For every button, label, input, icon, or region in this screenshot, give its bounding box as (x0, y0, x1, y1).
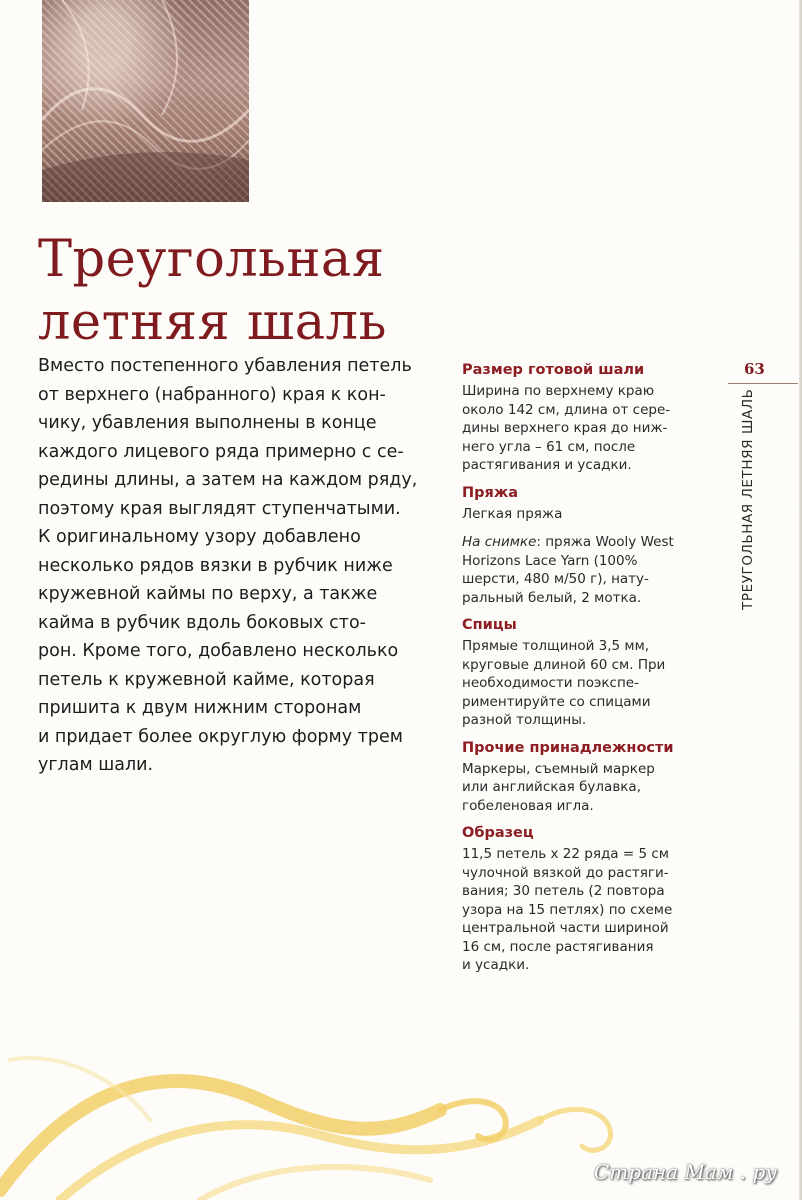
spec-line: гобеленовая игла. (462, 797, 594, 814)
lace-pattern-overlay (42, 0, 249, 202)
intro-line: кружевной каймы по верху, а также (38, 584, 378, 604)
intro-line: Вместо постепенного убавления петель (38, 356, 412, 376)
intro-line: рон. Кроме того, добавлено несколько (38, 641, 399, 661)
spec-line: вания; 30 петель (2 повтора (462, 883, 665, 899)
intro-line: каждого лицевого ряда примерно с се- (38, 441, 404, 462)
spec-line: него угла – 61 см, после (462, 438, 636, 455)
spec-line: чулочной вязкой до растяги- (462, 864, 669, 881)
spec-needles-heading: Спицы (462, 617, 517, 633)
spec-size-heading: Размер готовой шали (462, 362, 645, 378)
intro-line: от верхнего (набранного) края к кон- (38, 384, 386, 405)
spec-line: дины верхнего края до ниж- (462, 420, 668, 436)
spec-gauge-heading: Образец (462, 825, 534, 841)
intro-line: и придает более округлую форму трем (38, 726, 403, 747)
spec-line: Horizons Lace Yarn (100% (462, 552, 638, 569)
intro-line: углам шали. (38, 755, 154, 775)
swirl-ornament (0, 1040, 640, 1200)
intro-line: кайма в рубчик вдоль боковых сто- (38, 612, 366, 633)
intro-line: редины длины, а затем на каждом ряду, (38, 470, 418, 490)
spec-line: узора на 15 петлях) по схеме (462, 901, 673, 918)
spec-notions-heading: Прочие принадлежности (462, 739, 674, 756)
header-rule (728, 383, 798, 384)
spec-photo-rest: : пряжа Wooly West (536, 534, 674, 550)
intro-line: петель к кружевной кайме, которая (38, 669, 375, 690)
spec-line: шерсти, 480 м/50 г), нату- (462, 571, 649, 587)
intro-paragraph (38, 352, 433, 780)
spec-line: около 142 см, длина от сере- (462, 401, 671, 418)
running-title: ТРЕУГОЛЬНАЯ ЛЕТНЯЯ ШАЛЬ (740, 388, 756, 610)
spec-photo-line (462, 533, 702, 552)
spec-line: Прямые толщиной 3,5 мм, (462, 638, 650, 654)
spec-line: Маркеры, съемный маркер (462, 760, 655, 777)
spec-line: 16 см, после растягивания (462, 938, 654, 955)
intro-line: чику, убавления выполнены в конце (38, 413, 377, 433)
spec-needles (462, 615, 702, 730)
spec-line: 11,5 петель х 22 ряда = 5 см (462, 846, 669, 862)
spec-line: Ширина по верхнему краю (462, 383, 655, 399)
intro-line: К оригинальному узору добавлено (38, 527, 361, 547)
page-title (38, 228, 387, 354)
intro-line: несколько рядов вязки в рубчик ниже (38, 555, 393, 576)
spec-line: ральный белый, 2 мотка. (462, 589, 642, 606)
title-line-2: летняя шаль (38, 293, 387, 352)
spec-yarn-heading: Пряжа (462, 484, 519, 501)
spec-line: Легкая пряжа (462, 505, 563, 522)
shawl-lace-photo (42, 0, 249, 202)
spec-gap (462, 523, 702, 533)
spec-size (462, 360, 702, 475)
site-watermark: Страна Мам . ру (594, 1160, 777, 1184)
spec-line: необходимости поэкспе- (462, 675, 639, 691)
spec-photo-label: На снимке (462, 534, 537, 550)
title-line-1: Треугольная (38, 230, 385, 289)
spec-line: риментируйте со спицами (462, 693, 651, 710)
spec-gauge (462, 823, 702, 975)
spec-line: круговые длиной 60 см. При (462, 656, 666, 673)
spec-notions (462, 738, 702, 816)
spec-line: или английская булавка, (462, 779, 641, 795)
spec-yarn (462, 483, 702, 608)
spec-line: центральной части шириной (462, 920, 669, 936)
spec-line: растягивания и усадки. (462, 457, 632, 473)
intro-line: пришита к двум нижним сторонам (38, 698, 362, 718)
page-number: 63 (744, 360, 765, 378)
spec-line: и усадки. (462, 957, 530, 973)
specs-column (462, 360, 702, 983)
intro-line: поэтому края выглядят ступенчатыми. (38, 498, 401, 519)
spec-line: разной толщины. (462, 712, 587, 728)
